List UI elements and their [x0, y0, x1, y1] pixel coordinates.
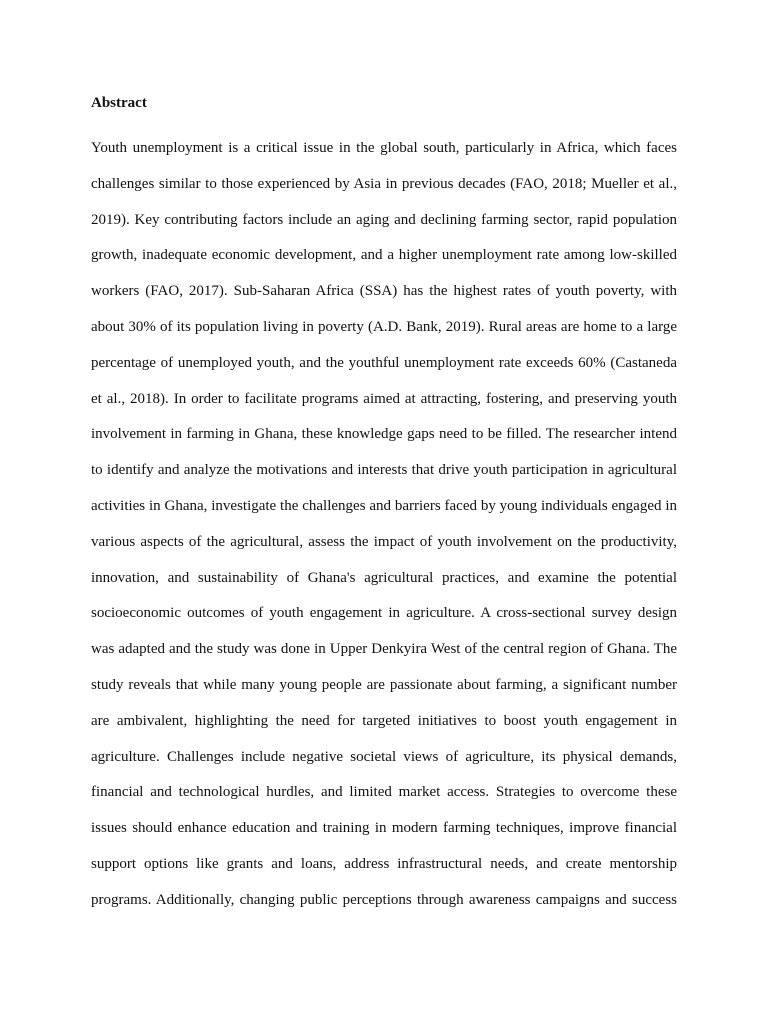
text-line: Youth unemployment is a critical issue in the global south, particularly in Africa, which faces — [91, 140, 677, 156]
abstract-body — [91, 137, 677, 925]
text-line: growth, inadequate economic development, and a higher unemployment rate among low-skilled — [91, 247, 677, 264]
text-line: financial and technological hurdles, and limited market access. Strategies to overcome these — [91, 784, 677, 801]
text-line: support options like grants and loans, address infrastructural needs, and create mentorship — [91, 855, 677, 872]
text-line: various aspects of the agricultural, assess the impact of youth involvement on the productivity, — [91, 533, 677, 550]
text-line: are ambivalent, highlighting the need for targeted initiatives to boost youth engagement in — [91, 712, 677, 729]
text-line: socioeconomic outcomes of youth engagement in agriculture. A cross-sectional survey design — [91, 605, 677, 622]
text-line: challenges similar to those experienced by Asia in previous decades (FAO, 2018; Mueller et al., — [91, 175, 677, 192]
text-line: programs. Additionally, changing public perceptions through awareness campaigns and success — [91, 891, 677, 908]
text-line: study reveals that while many young people are passionate about farming, a significant number — [91, 676, 677, 693]
text-line: agriculture. Challenges include negative societal views of agriculture, its physical demands, — [91, 748, 677, 765]
text-line: innovation, and sustainability of Ghana's agricultural practices, and examine the potential — [91, 569, 677, 586]
text-line: et al., 2018). In order to facilitate programs aimed at attracting, fostering, and preserving youth — [91, 390, 677, 407]
text-line: involvement in farming in Ghana, these knowledge gaps need to be filled. The researcher intend — [91, 426, 677, 443]
text-line: 2019). Key contributing factors include an aging and declining farming sector, rapid population — [91, 211, 677, 228]
text-line: to identify and analyze the motivations and interests that drive youth participation in agricultural — [91, 462, 677, 479]
text-line: about 30% of its population living in poverty (A.D. Bank, 2019). Rural areas are home to a large — [91, 318, 677, 335]
text-line: percentage of unemployed youth, and the youthful unemployment rate exceeds 60% (Castaneda — [91, 354, 677, 371]
text-line: issues should enhance education and training in modern farming techniques, improve financial — [91, 820, 677, 837]
text-line: activities in Ghana, investigate the challenges and barriers faced by young individuals engaged in — [91, 497, 677, 514]
text-line: was adapted and the study was done in Upper Denkyira West of the central region of Ghana. The — [91, 641, 677, 658]
text-line: workers (FAO, 2017). Sub-Saharan Africa (SSA) has the highest rates of youth poverty, with — [91, 283, 677, 300]
section-heading: Abstract — [91, 95, 147, 111]
